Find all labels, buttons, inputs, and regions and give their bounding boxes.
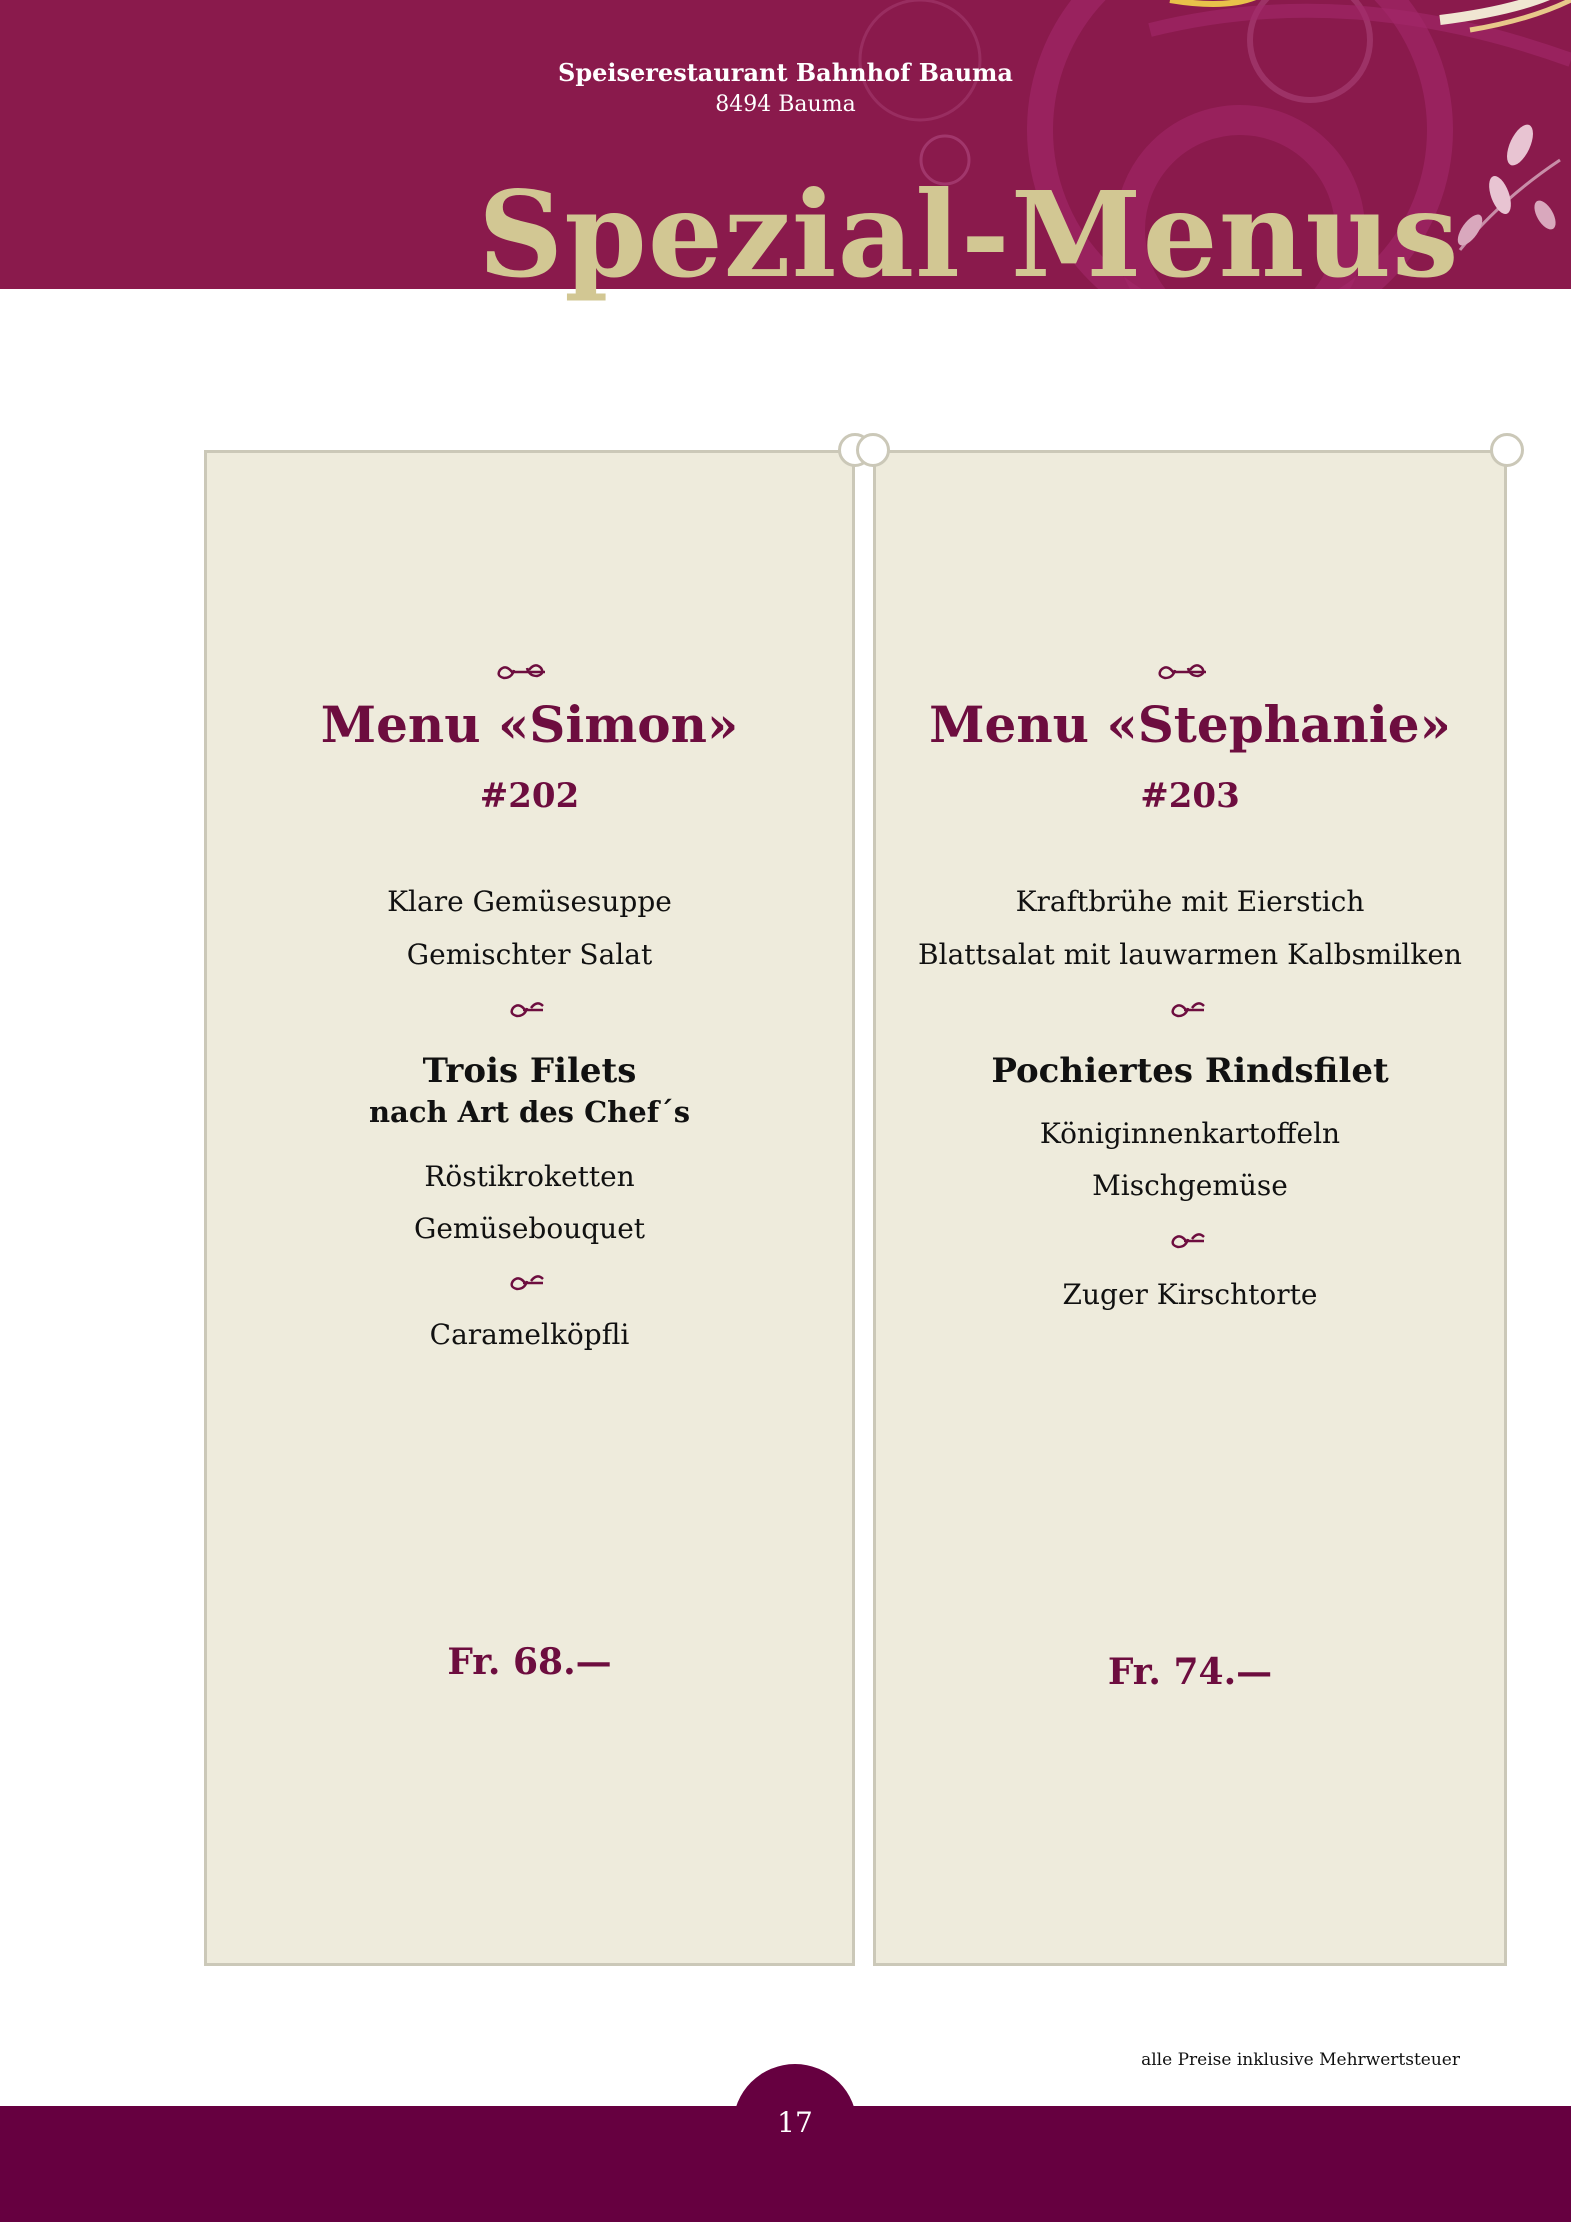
ornament-icon bbox=[876, 1229, 1504, 1249]
dessert-item: Caramelköpfli bbox=[429, 1318, 630, 1351]
menu-title: Menu «Stephanie» bbox=[929, 695, 1451, 754]
main-course-subtitle: nach Art des Chef´s bbox=[368, 1095, 691, 1129]
menu-number: #203 bbox=[1140, 776, 1240, 816]
vat-note: alle Preise inklusive Mehrwertsteuer bbox=[1141, 2050, 1460, 2070]
restaurant-name: Speiserestaurant Bahnhof Bauma bbox=[558, 58, 1013, 87]
starter-item: Klare Gemüsesuppe bbox=[387, 885, 672, 918]
dessert-item: Zuger Kirschtorte bbox=[1062, 1278, 1318, 1311]
card-notch bbox=[1490, 433, 1524, 467]
restaurant-address: 8494 Bauma bbox=[715, 92, 856, 117]
page-title: Spezial-Menus bbox=[478, 165, 1460, 304]
menu-price: Fr. 68.— bbox=[447, 1641, 612, 1683]
ornament-icon bbox=[876, 658, 1504, 682]
side-item: Gemüsebouquet bbox=[413, 1212, 646, 1245]
ornament-icon bbox=[207, 658, 852, 682]
menu-number: #202 bbox=[479, 776, 580, 816]
starter-item: Blattsalat mit lauwarmen Kalbsmilken bbox=[918, 938, 1462, 971]
starter-item: Kraftbrühe mit Eierstich bbox=[1015, 885, 1365, 918]
main-course: Pochiertes Rindsfilet bbox=[991, 1051, 1389, 1091]
menu-card-simon bbox=[204, 450, 855, 1966]
card-notch bbox=[856, 433, 890, 467]
starter-item: Gemischter Salat bbox=[406, 938, 653, 971]
side-item: Mischgemüse bbox=[1092, 1169, 1288, 1202]
ornament-icon bbox=[876, 998, 1504, 1018]
ornament-icon bbox=[207, 1271, 852, 1291]
side-item: Königinnenkartoffeln bbox=[1039, 1117, 1341, 1150]
page-number: 17 bbox=[777, 2106, 813, 2139]
menu-card-stephanie bbox=[873, 450, 1507, 1966]
ornament-icon bbox=[207, 998, 852, 1018]
menu-price: Fr. 74.— bbox=[1107, 1651, 1273, 1693]
menu-title: Menu «Simon» bbox=[320, 695, 739, 754]
main-course: Trois Filets bbox=[422, 1051, 637, 1091]
side-item: Röstikroketten bbox=[424, 1160, 635, 1193]
